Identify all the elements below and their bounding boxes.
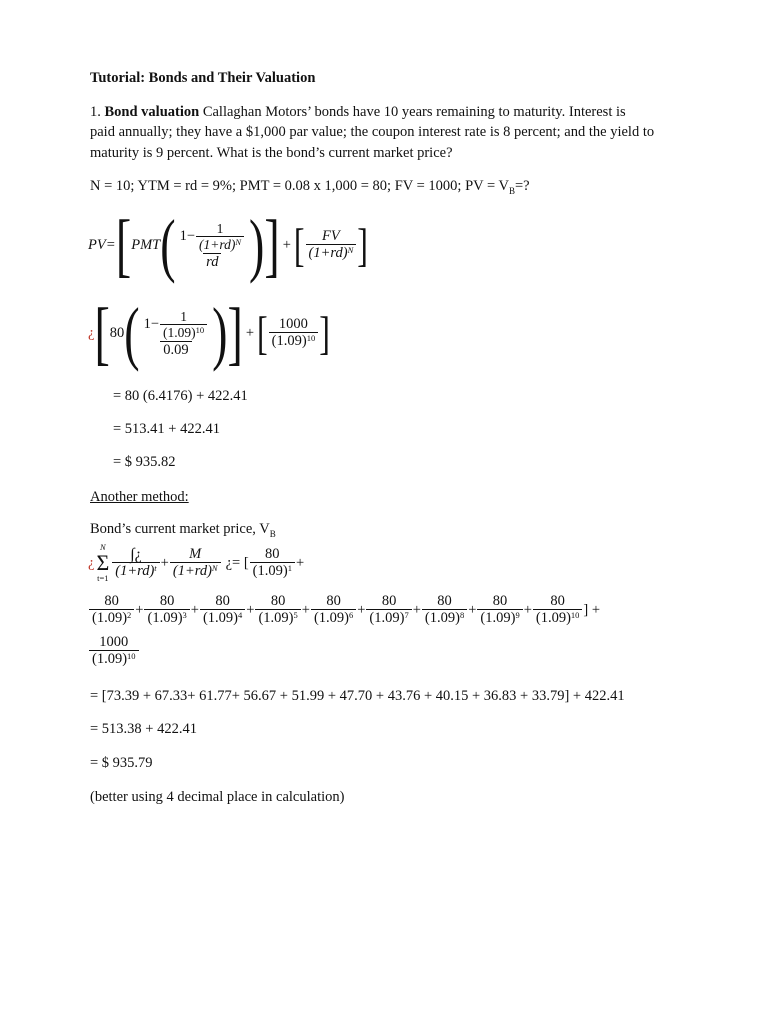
coupon-term-exp: 10 (570, 610, 580, 620)
problem-text-1: Callaghan Motors’ bonds have 10 years remaining to maturity. Interest is (202, 104, 626, 120)
coupon-term-num: 80 (326, 593, 341, 609)
coupon-term-den (366, 609, 411, 626)
bracket-open-2: [ (94, 292, 110, 372)
bracket2-open: [ (293, 218, 305, 272)
coupon-term-den (89, 609, 134, 626)
coupon-term-base: (1.09) (480, 610, 516, 626)
coupon-term (311, 594, 356, 626)
paren-open-2: ( (124, 292, 140, 372)
exp-10: 10 (195, 324, 205, 335)
coupon-term-exp: 4 (238, 610, 243, 620)
coupon-80: 80 (109, 324, 125, 341)
result-line-3: = $ 935.82 (113, 454, 176, 470)
unit-numerator: 1 (216, 220, 224, 236)
term-sep: + (468, 601, 477, 618)
coupon-term (144, 594, 189, 626)
one-minus-2: 1− (143, 316, 160, 332)
result2-note: (better using 4 decimal place in calculation) (90, 789, 345, 805)
coupon-term-base: (1.09) (202, 610, 239, 626)
coupon-term (366, 594, 411, 626)
coupon-term-exp: 7 (404, 610, 409, 620)
term-sep: + (135, 601, 144, 618)
coupon-term-exp: 3 (182, 610, 187, 620)
problem-number: 1. (90, 104, 101, 120)
exp-t: t (154, 563, 157, 573)
coupon-term (200, 594, 245, 626)
one-minus: 1− (179, 228, 195, 244)
paren-close: ) (249, 204, 265, 284)
summation-formula (88, 540, 304, 586)
coupon-term-den (255, 609, 300, 626)
plus-sign: + (282, 236, 291, 253)
coupon-term-den (422, 609, 467, 626)
coupon-term-base: (1.09) (92, 610, 128, 626)
fv-den: (1+rd) (308, 245, 348, 261)
den-t: (1+rd) (115, 563, 155, 579)
givens-end: =? (515, 178, 530, 194)
coupon-term-base: (1.09) (147, 610, 183, 626)
rate-009: 0.09 (160, 341, 191, 358)
term-sep: + (301, 601, 310, 618)
m-symbol: M (189, 546, 202, 562)
coupon-term (477, 594, 522, 626)
coupon-term-base: (1.09) (258, 610, 294, 626)
coupon-term-exp: 5 (293, 610, 298, 620)
coupon-term-num: 80 (215, 593, 230, 609)
problem-heading: Bond valuation (104, 104, 200, 120)
term-sep: + (246, 601, 255, 618)
coupon-term-exp: 8 (459, 610, 465, 620)
final-exp: 10 (127, 651, 136, 661)
coupon-term-den (311, 609, 356, 626)
result-line-1: = 80 (6.4176) + 422.41 (113, 388, 248, 404)
fv-exp: N (347, 245, 354, 255)
exp-n-2: N (211, 563, 218, 573)
rd-denominator: rd (203, 253, 221, 270)
page-title: Tutorial: Bonds and Their Valuation (90, 70, 316, 86)
pmt-symbol: PMT (131, 236, 161, 253)
final-term (88, 630, 140, 672)
term-sep: + (190, 601, 199, 618)
plus-2: + (245, 324, 254, 341)
plus-3: + (160, 554, 169, 571)
first-exp: 1 (287, 563, 292, 573)
problem-line-1 (90, 104, 626, 121)
pv-formula (88, 204, 368, 284)
sigma-bottom: t=1 (97, 573, 109, 583)
exp-n: N (235, 236, 242, 247)
first-den: (1.09) (252, 563, 288, 579)
term-sep: + (357, 601, 366, 618)
bracket-close-2: ] (227, 292, 243, 372)
bracket3-close: ] (319, 306, 330, 360)
result-line-2: = 513.41 + 422.41 (113, 421, 220, 437)
coupon-term-den (533, 609, 583, 626)
coupon-term-exp: 9 (515, 610, 520, 620)
final-num: 1000 (99, 634, 129, 650)
market-price-sub: B (269, 528, 276, 539)
coupon-term-exp: 2 (127, 610, 132, 620)
den-n: (1+rd) (172, 563, 212, 579)
coupon-term-num: 80 (550, 593, 565, 609)
result2-line-3: = $ 935.79 (90, 755, 153, 771)
first-coupon: 80 (265, 546, 280, 562)
inv-question-2: ¿ (88, 554, 95, 571)
coupon-term (255, 594, 300, 626)
face-den: (1.09) (271, 333, 307, 349)
bracket2-close: ] (357, 218, 368, 272)
coupon-term-base: (1.09) (535, 610, 571, 626)
problem-line-2: paid annually; they have a $1,000 par value; the coupon interest rate is 8 percent; and the yield to (90, 124, 655, 140)
fv-numerator: FV (322, 228, 340, 244)
plus-4: + (295, 554, 305, 571)
terms-row (88, 588, 600, 632)
coupon-term (422, 594, 467, 626)
coupon-term-num: 80 (381, 593, 397, 609)
annuity-fraction (177, 221, 248, 270)
coupon-term-den (477, 609, 522, 626)
givens-line (90, 178, 530, 196)
bracket-open: [ (115, 204, 132, 284)
coupon-term-den (200, 609, 245, 626)
unit-2: 1 (180, 308, 187, 324)
coupon-term-num: 80 (104, 593, 119, 609)
givens-text: N = 10; YTM = rd = 9%; PMT = 0.08 x 1,000 = 80; FV = 1000; PV = V (90, 178, 509, 194)
coupon-term-num: 80 (159, 593, 175, 609)
coupon-term-base: (1.09) (369, 610, 405, 626)
term-sep: ] + (583, 601, 601, 618)
coupon-term-base: (1.09) (424, 610, 460, 626)
paren-close-2: ) (212, 292, 228, 372)
another-method-heading: Another method: (90, 489, 189, 505)
result2-line-1: = [73.39 + 67.33+ 61.77+ 56.67 + 51.99 + 47.70 + 43.76 + 40.15 + 36.83 + 33.79] + 422.41 (90, 688, 625, 704)
market-price-text: Bond’s current market price, V (90, 521, 270, 537)
market-price-label (90, 521, 276, 539)
paren-open: ( (160, 204, 176, 284)
result2-line-2: = 513.38 + 422.41 (90, 721, 197, 737)
coupon-term-num: 80 (437, 593, 452, 609)
givens-sub: B (508, 185, 515, 196)
coupon-term-base: (1.09) (313, 610, 349, 626)
term-sep: + (523, 601, 532, 618)
coupon-term-num: 80 (270, 593, 286, 609)
term-sep: + (412, 601, 421, 618)
pv-substituted (88, 292, 330, 372)
eq-open: ¿= [ (225, 554, 249, 571)
problem-line-3: maturity is 9 percent. What is the bond’s current market price? (90, 145, 453, 161)
sigma: N Σ t=1 (96, 542, 110, 583)
coupon-term-exp: 6 (348, 610, 354, 620)
face-1000: 1000 (278, 316, 308, 332)
bracket3-open: [ (257, 306, 268, 360)
integral-symbol: ∫¿ (130, 546, 142, 563)
pv-symbol: PV (88, 236, 106, 253)
inv-question-1: ¿ (88, 324, 95, 341)
coupon-term-num: 80 (492, 593, 508, 609)
coupon-term (533, 594, 583, 626)
bracket-close: ] (264, 204, 280, 284)
face-exp: 10 (306, 333, 316, 343)
coupon-term-den (144, 609, 189, 626)
coupon-term (89, 594, 134, 626)
one-plus-rd: (1+rd) (199, 236, 236, 252)
pv-eq: = (106, 236, 115, 253)
final-den: (1.09) (92, 651, 128, 667)
base-109: (1.09) (163, 324, 196, 340)
sigma-top: N (100, 542, 106, 552)
